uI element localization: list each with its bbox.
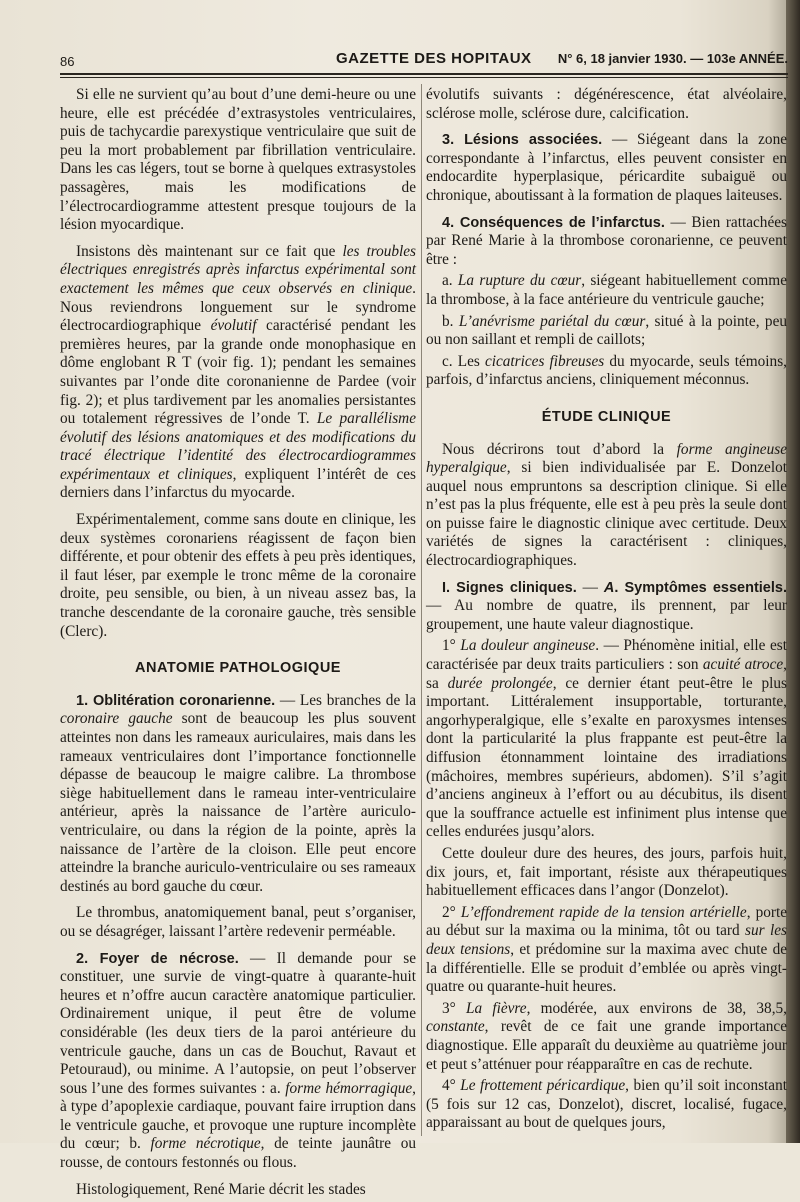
paragraph: 3. Lésions associées. — Siégeant dans la zone correspondante à l’infarctus, elles peuvent consister en endocardite hyperplasique, péricardite subaiguë ou chronique, aboutissant à la formation de plaques laiteuses. bbox=[426, 131, 788, 204]
subsection-heading: 2. Foyer de nécrose. bbox=[76, 950, 239, 967]
paragraph: 2° L’effondrement rapide de la tension artérielle, porte au début sur la maxima ou la minima, tôt ou tard sur les deux tensions, et prédomine sur la maxima avec chute de la différentielle. Elle se produit d’emblée ou après vingt-quatre ou quarante-huit heures. bbox=[426, 903, 788, 996]
subsection-heading: 3. Lésions associées. bbox=[442, 132, 603, 149]
paragraph: I. Signes cliniques. — A. Symptômes essentiels. — Au nombre de quatre, ils prennent, par leur groupement, une haute valeur diagnostique. bbox=[426, 578, 787, 633]
paragraph: évolutifs suivants : dégénérescence, état alvéolaire, sclérose molle, sclérose dure, calcification. bbox=[426, 86, 787, 122]
journal-title: GAZETTE DES HOPITAUX bbox=[336, 50, 532, 67]
column-divider bbox=[421, 84, 422, 1136]
paragraph: 3° La fièvre, modérée, aux environs de 38, 38,5, constante, revêt de ce fait une grande importance diagnostique. Elle apparaît du deuxième au quatrième jour et peut s’atténuer pour réapparaître en cas de rechute. bbox=[426, 999, 787, 1073]
right-column bbox=[426, 86, 787, 1136]
section-heading: ÉTUDE CLINIQUE bbox=[541, 408, 672, 425]
paragraph: 4° Le frottement péricardique, bien qu’il soit inconstant (5 fois sur 12 cas, Donzelot), discret, localisé, fugace, apparaissant au bout de quelques jours, bbox=[426, 1077, 787, 1132]
issue-info: N° 6, 18 janvier 1930. — 103e ANNÉE. bbox=[557, 51, 788, 66]
paragraph: 2. Foyer de nécrose. — Il demande pour se constituer, une survie de vingt-quatre à quarante-huit heures et n’offre aucun caractère anatomique particulier. Ordinairement unique, il peut être de volume considérable (les deux tiers de la paroi antérieure du ventricule gauche, dans un cas de Bouchut, Ravaut et Petouraud), ou minime. A l’autopsie, on peut l’observer sous l’une des formes suivantes : a. forme hémorragique, à type d’apoplexie cardiaque, pouvant faire irruption dans le ventricule gauche, et provoque une rupture incomplète du cœur; b. forme nécrotique, de teinte jaunâtre ou rousse, de contours festonnés ou flous. bbox=[60, 949, 416, 1172]
paragraph: Si elle ne survient qu’au bout d’une demi-heure ou une heure, elle est précédée d’extrasystoles ventriculaires, puis de tachycardie parexystique ventriculaire que suit de peu la mort probablement par fibrillation ventriculaire. Dans les cas légers, tout se borne à quelques extrasystoles passagères, mais les modifications de l’électrocardiogramme attestent presque toujours de la lésion myocardique. bbox=[60, 86, 416, 234]
list-item: a. La rupture du cœur, siégeant habituellement comme la thrombose, à la face antérieure du ventricule gauche; bbox=[426, 272, 787, 308]
paragraph: 1. Oblitération coronarienne. — Les branches de la coronaire gauche sont de beaucoup les plus souvent atteintes non dans les rameaux auriculaires, mais dans les rameaux ventriculaires dont l’importance fonctionnelle dépasse de beaucoup le maigre calibre. La thrombose siège habituellement dans le rameau inter-ventriculaire antérieur, après la naissance de l’artère auriculo-ventriculaire, ou dans la région de la pointe, après la naissance de l’artère de la cloison. Elle peut encore atteindre la branche auriculo-ventriculaire ou ses rameaux destinés au bord gauche du cœur. bbox=[60, 691, 416, 895]
paragraph: Le thrombus, anatomiquement banal, peut s’organiser, ou se désagréger, laissant l’artère redevenir perméable. bbox=[60, 904, 416, 940]
page-edge-shadow bbox=[786, 0, 800, 1143]
list-item: b. L’anévrisme pariétal du cœur, situé à la pointe, peu ou non saillant et rempli de caillots; bbox=[426, 312, 788, 349]
page-header bbox=[60, 50, 788, 72]
section-heading: ANATOMIE PATHOLOGIQUE bbox=[135, 660, 341, 677]
subsection-heading: 4. Conséquences de l’infarctus. bbox=[442, 214, 665, 231]
paragraph: Histologiquement, René Marie décrit les stades bbox=[76, 1180, 366, 1198]
paragraph: 4. Conséquences de l’infarctus. — Bien rattachées par René Marie à la thrombose coronarienne, ce peuvent être : bbox=[426, 213, 787, 268]
header-rule bbox=[60, 73, 788, 75]
paragraph: Nous décrirons tout d’abord la forme angineuse hyperalgique, si bien individualisée par E. Donzelot auquel nous empruntons sa description clinique. Si elle n’est pas la plus fréquente, elle est à peu près la seule dont on puisse faire le diagnostic clinique avec certitude. Deux variétés de signes la caractérisent : cliniques, électrocardiographiques. bbox=[426, 440, 787, 570]
left-column bbox=[60, 86, 416, 1202]
paragraph: Expérimentalement, comme sans doute en clinique, les deux systèmes coronariens réagissent de façon bien différente, et pour obtenir des effets à peu près identiques, il faut léser, par exemple le tronc même de la coronaire droite, peu sensible, ou bien, à un niveau assez bas, la tranche descendante de la coronaire gauche, très sensible (Clerc). bbox=[60, 511, 416, 640]
subsection-heading: I. Signes cliniques. bbox=[442, 579, 577, 596]
list-item: c. Les cicatrices fibreuses du myocarde, seuls témoins, parfois, d’infarctus anciens, cliniquement méconnus. bbox=[426, 352, 787, 389]
subsection-heading: 1. Oblitération coronarienne. bbox=[76, 692, 276, 709]
page-number: 86 bbox=[60, 54, 75, 69]
paragraph: 1° La douleur angineuse. — Phénomène initial, elle est caractérisée par deux traits particuliers : son acuité atroce, sa durée prolongée, ce dernier étant peut-être le plus important. Littéralement insupportable, torturante, angorhyperalgique, elle s’exalte en paroxysmes intenses dont la particularité la plus frappante est peut-être la diffusion étonnamment lointaine des irradiations (mâchoires, membres supérieurs, abdomen). S’il s’agit d’anciens angineux à l’effort ou au décubitus, ils disent que la souffrance actuelle est infiniment plus intense que celles endurées jusqu’alors. bbox=[426, 637, 788, 841]
paragraph: Cette douleur dure des heures, des jours, parfois huit, dix jours, et, fait important, résiste aux thérapeutiques habituellement efficaces dans l’angor (Donzelot). bbox=[426, 844, 787, 900]
paragraph: Insistons dès maintenant sur ce fait que les troubles électriques enregistrés après infarctus expérimental sont exactement les mêmes que ceux observés en clinique. Nous reviendrons longuement sur le syndrome électrocardiographique évolutif caractérisé pendant les premières heures, par la grande onde monophasique en dôme englobant R T (voir fig. 1); pendant les semaines suivantes par l’onde dite coronanienne de Pardee (voir fig. 2); et plus tardivement par les anomalies persistantes ou totalement régressives de l’onde T. Le parallélisme évolutif des lésions anatomiques et des modifications du tracé électrique l’identité des électrocardiogrammes expérimentaux et cliniques, expliquent l’intérêt de ces derniers dans l’infarctus du myocarde. bbox=[60, 242, 417, 502]
header-rule-thin bbox=[60, 77, 788, 78]
